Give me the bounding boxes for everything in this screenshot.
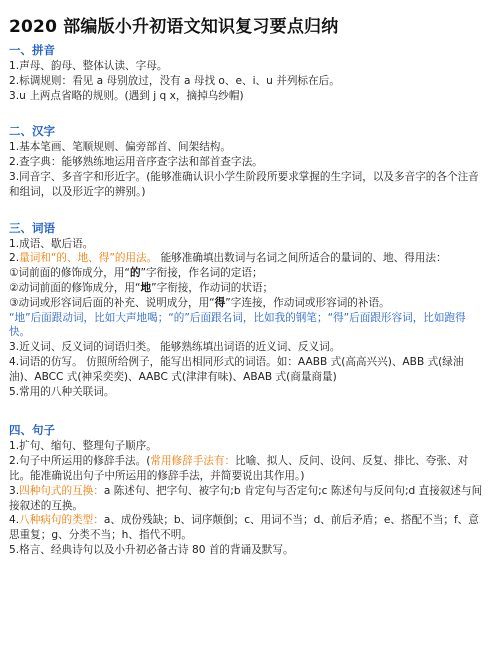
text-span: ①词前面的修饰成分，用“	[9, 267, 130, 280]
text-line: 1.成语、歇后语。	[9, 237, 94, 250]
text-line	[9, 296, 484, 311]
text-span: 4.	[9, 514, 20, 527]
text-span: a、成份残缺；b、词序颠倒；c、用词不当；d、前后矛盾；e、搭配不当；f、意思重复；g、分类不当；h、指代不明。	[9, 514, 479, 542]
text-line	[9, 266, 484, 281]
section-heading: 一、拼音	[9, 43, 55, 57]
text-line: 5.格言、经典诗句以及小升初必备古诗 80 首的背诵及默写。	[9, 543, 294, 556]
text-span: ”字衔接，作动词的状语；	[151, 281, 274, 294]
text-line: 1.基本笔画、笔顺规则、偏旁部首、间架结构。	[9, 141, 231, 154]
text-line: 2.查字典：能够熟练地运用音序查字法和部首查字法。	[9, 156, 263, 169]
text-line: 2.标调规则：看见 a 母别放过，没有 a 母找 o、e、i、u 并列标在后。	[9, 74, 340, 87]
highlight-text: 八种病句的类型：	[19, 514, 104, 527]
text-span: 能够准确填出数词与名词之间所适合的量词的、地、得用法：	[157, 252, 447, 265]
text-line: 3.近义词、反义词的词语归类。 能够熟练填出词语的近义词、反义词。	[9, 341, 341, 354]
highlight-text: 四种句式的互换：	[19, 484, 104, 497]
text-line: 3.u 上两点省略的规则。(遇到 j q x，摘掉乌纱帽)	[9, 89, 244, 102]
section-juzi	[9, 423, 484, 557]
text-span: ③动词或形容词后面的补充、说明成分，用“	[9, 296, 215, 309]
section-heading: 二、汉字	[9, 124, 55, 139]
text-span: ”字衔接，作名词的定语；	[140, 267, 263, 280]
text-paragraph: 3.同音字、多音字和形近字。(能够准确认识小学生阶段所要求掌握的生字词，以及多音字的各个注音和组词，以及形近字的辨别。)	[9, 170, 479, 198]
text-span: 2.	[9, 252, 20, 265]
text-paragraph	[9, 513, 484, 543]
text-span: ”字连接，作动词或形容词的补语。	[225, 296, 390, 309]
text-span: ②动词前面的修饰成分，用“	[9, 281, 141, 294]
text-line: 1.扩句、缩句、整理句子顺序。	[9, 440, 157, 453]
text-span: 比喻、拟人、反问、设问、反复、排比、夸张、对比。能准确说出句子中所运用的修辞手法，并简要说出其作用。)	[9, 455, 469, 482]
text-line	[9, 281, 484, 296]
section-ciyu	[9, 221, 484, 400]
highlight-paragraph: “地”后面跟动词，比如大声地喝；“的”后面跟名词，比如我的钢笔；“得”后面跟形容词，比如跑得快。	[9, 311, 466, 339]
text-span: 3.	[9, 484, 20, 497]
text-line: 5.常用的八种关联词。	[9, 385, 115, 398]
highlight-text: 常用修辞手法有：	[150, 455, 236, 468]
text-paragraph	[9, 251, 484, 266]
text-span: a 陈述句、把字句、被字句;b 肯定句与否定句;c 陈述句与反问句;d 直接叙述与间接叙述的互换。	[9, 484, 483, 512]
section-pinyin	[9, 43, 484, 103]
section-hanzi	[9, 124, 484, 199]
text-paragraph	[9, 484, 484, 514]
bold-text: 得	[214, 296, 226, 309]
bold-text: 的	[129, 267, 141, 280]
text-span: 2.句子中所运用的修辞手法。(	[9, 455, 151, 468]
text-paragraph: 4.词语的仿写。 仿照所给例子，能写出相同形式的词语。如：AABB 式(高高兴兴)、ABB 式(绿油油)、ABCC 式(神采奕奕)、AABC 式(津津有味)、ABAB 式(商量商量)	[9, 355, 464, 383]
section-heading: 四、句子	[9, 423, 55, 438]
section-heading: 三、词语	[9, 220, 55, 235]
document-title: 2020 部编版小升初语文知识复习要点归纳	[9, 17, 339, 37]
highlight-text: 量词和“的、地、得”的用法。	[19, 252, 158, 265]
bold-text: 地	[140, 281, 152, 294]
text-paragraph	[9, 454, 484, 484]
text-line: 1.声母、韵母、整体认读、字母。	[9, 60, 168, 72]
